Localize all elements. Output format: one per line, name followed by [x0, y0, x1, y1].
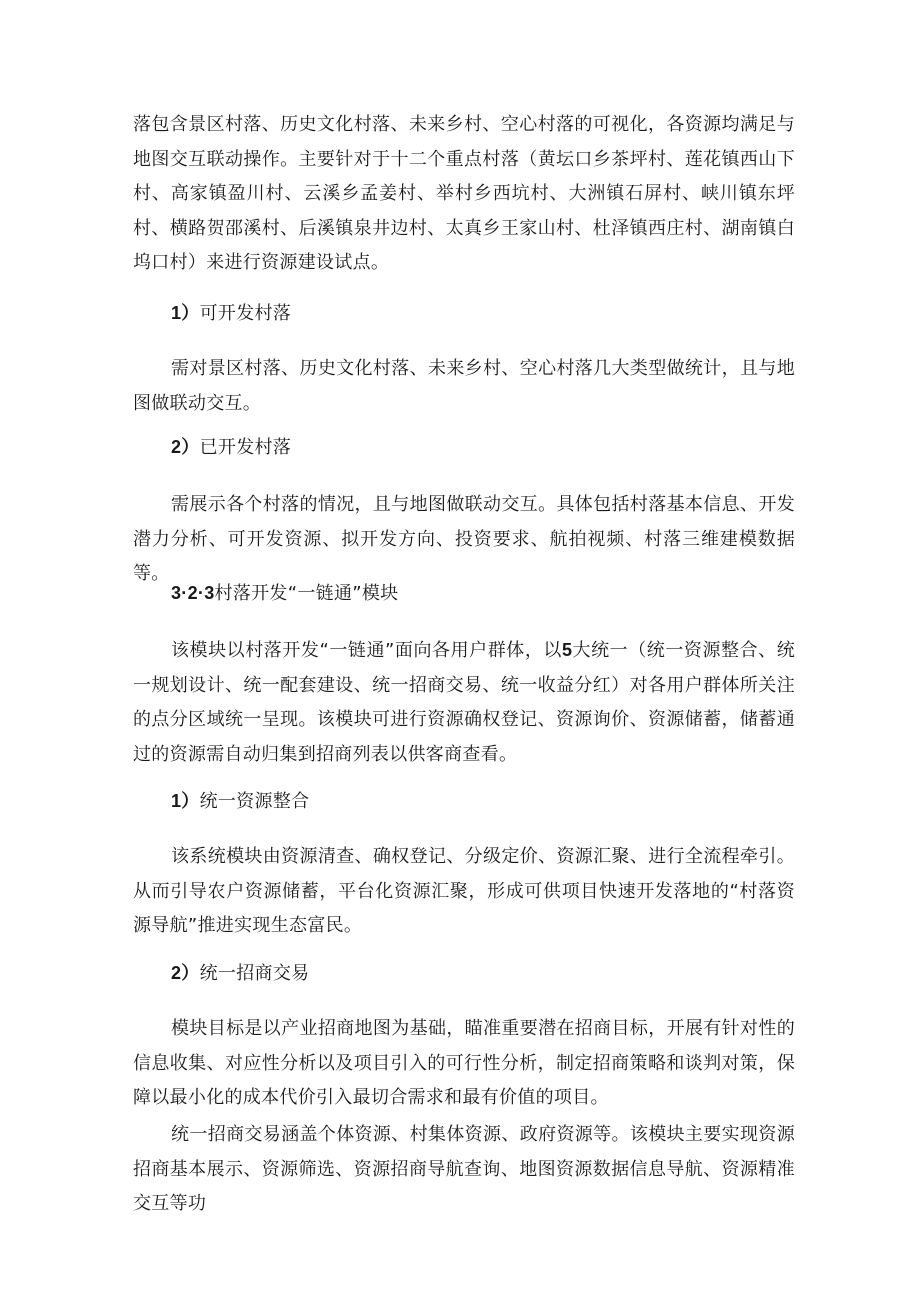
heading-number: 2） [171, 437, 200, 457]
heading-resource-integration [171, 786, 309, 817]
paragraph-developable-villages: 需对景区村落、历史文化村落、未来乡村、空心村落几大类型做统计，且与地图做联动交互。 [133, 358, 795, 414]
heading-number: 1） [171, 303, 200, 323]
heading-text: 统一招商交易 [199, 963, 310, 984]
heading-number: 1） [171, 791, 200, 811]
heading-text: 已开发村落 [199, 437, 292, 458]
heading-number: 3·2·3 [171, 583, 215, 603]
paragraph-resource-integration: 该系统模块由资源清查、确权登记、分级定价、资源汇聚、进行全流程牵引。从而引导农户资源储蓄，平台化资源汇聚，形成可供项目快速开发落地的“村落资源导航”推进实现生态富民。 [133, 846, 795, 936]
heading-text: 村落开发“一链通”模块 [214, 583, 399, 604]
heading-developable-villages [171, 298, 291, 329]
heading-investment-trading [171, 958, 309, 989]
heading-number: 2） [171, 963, 200, 983]
heading-section-3-2-3 [171, 578, 398, 609]
heading-developed-villages [171, 432, 291, 463]
paragraph-village-visualization: 落包含景区村落、历史文化村落、未来乡村、空心村落的可视化，各资源均满足与地图交互联动操作。主要针对于十二个重点村落（黄坛口乡茶坪村、莲花镇西山下村、高家镇盈川村、云溪乡孟姜村、举村乡西坑村、大洲镇石屏村、峡川镇东坪村、横路贺邵溪村、后溪镇泉井边村、太真乡王家山村、杜泽镇西庄村、湖南镇白坞口村）来进行资源建设试点。 [133, 114, 795, 273]
text-span: 该模块以村落开发“一链通”面向各用户群体，以 [171, 640, 562, 661]
paragraph-one-chain-module [133, 633, 795, 772]
text-span: 大统一（统一资源整合、统一规划设计、统一配套建设、统一招商交易、统一收益分红）对各用户群体所关注的点分区域统一呈现。该模块可进行资源确权登记、资源询价、资源储蓄，储蓄通过的资源需自动归集到招商列表以供客商查看。 [133, 640, 795, 765]
paragraph-trading-coverage: 统一招商交易涵盖个体资源、村集体资源、政府资源等。该模块主要实现资源招商基本展示、资源筛选、资源招商导航查询、地图资源数据信息导航、资源精准交互等功 [133, 1124, 795, 1214]
bold-number: 5 [561, 640, 573, 660]
paragraph-module-goal: 模块目标是以产业招商地图为基础，瞄准重要潜在招商目标，开展有针对性的信息收集、对应性分析以及项目引入的可行性分析，制定招商策略和谈判对策，保障以最小化的成本代价引入最切合需求和最有价值的项目。 [133, 1018, 795, 1108]
heading-text: 可开发村落 [199, 303, 292, 324]
paragraph-developed-villages: 需展示各个村落的情况，且与地图做联动交互。具体包括村落基本信息、开发潜力分析、可开发资源、拟开发方向、投资要求、航拍视频、村落三维建模数据等。 [133, 494, 795, 584]
heading-text: 统一资源整合 [199, 791, 310, 812]
